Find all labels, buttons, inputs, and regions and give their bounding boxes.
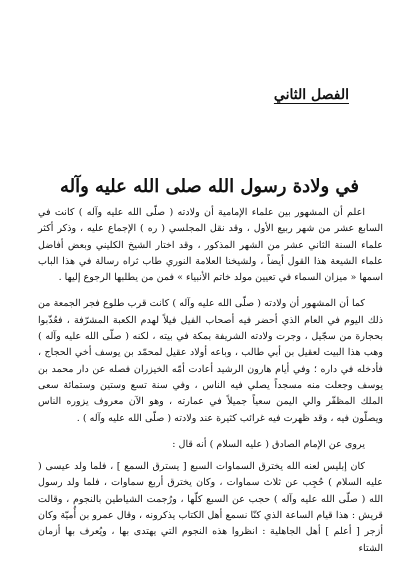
quote-intro: يروى عن الإمام الصادق ( عليه السلام ) أنه قال : [172, 438, 365, 450]
paragraph-birth-place: كما أن المشهور أن ولادته ( صلّى الله عليه وآله ) كانت قرب طلوع فجر الجمعة من ذلك اليوم في العام الذي أحضر فيه أصحاب الفيل فيلاً لهدم الكعبة المشرّفة ، فعُذّبوا بحجارة من سجّيل ، وجرت ولادته الشريفة بمكة في بيته ، لكنه ( صلّى الله عليه وآله ) وهب هذا البيت لعقيل بن أبي طالب ، وباعه أولاد عقيل لمحمّد بن يوسف أخي الحجاج ، فأدخله في داره ؛ وفي أيام هارون الرشيد أعادت أمّه الخيزران فصله عن دار محمد بن يوسف وجعلت منه مسجداً يصلي فيه الناس ، وفي سنة تسع وستين وستمائة سعى الملك المظفّر والي اليمن سعياً جميلاً في عمارته ، وهو الآن معروف يزوره الناس ويصلّون فيه ، وقد ظهرت فيه غرائب كثيرة عند ولادته ( صلّى الله عليه وآله ) . [38, 298, 383, 424]
chapter-label: الفصل الثاني [273, 87, 349, 103]
body-text [38, 205, 383, 567]
chapter-title: في ولادة رسول الله صلى الله عليه وآله [59, 176, 360, 197]
paragraph-birth-date: اعلم أن المشهور بين علماء الإمامية أن ولادته ( صلّى الله عليه وآله ) كانت في السابع عشر من شهر ربيع الأول ، وقد نقل المجلسي ( ره ) الإجماع عليه ، وذكر أكثر علماء السنة الثاني عشر من الشهر المذكور ، وقد اختار الشيخ الكليني وبعض أفاضل علماء الشيعة هذا القول أيضاً ، ولشيخنا العلامة النوري طاب ثراه رسالة في هذا الباب اسمها « ميزان السماء في تعيين مولد خاتم الأنبياء » فمن من يطلبها الرجوع إليها . [38, 207, 383, 284]
quote-text: كان إبليس لعنه الله يخترق السماوات السبع [ يسترق السمع ] ، فلما ولد عيسى ( عليه السلام ) حُجِب عن ثلاث سماوات ، وكان يخترق أربع سماوات ، فلما ولد رسول الله ( صلّى الله عليه وآله ) حجب عن السبع كلّها ، ورُجمت الشياطين بالنجوم ، وقالت قريش : هذا قيام الساعة الذي كنّا نسمع أهل الكتاب يذكرونه ، وقال عمرو بن أُميّة وكان أزجر [ أعلم ] أهل الجاهلية : انظروا هذه النجوم التي يهتدى بها ، ويُعرف بها أزمان الشتاء [38, 461, 383, 554]
